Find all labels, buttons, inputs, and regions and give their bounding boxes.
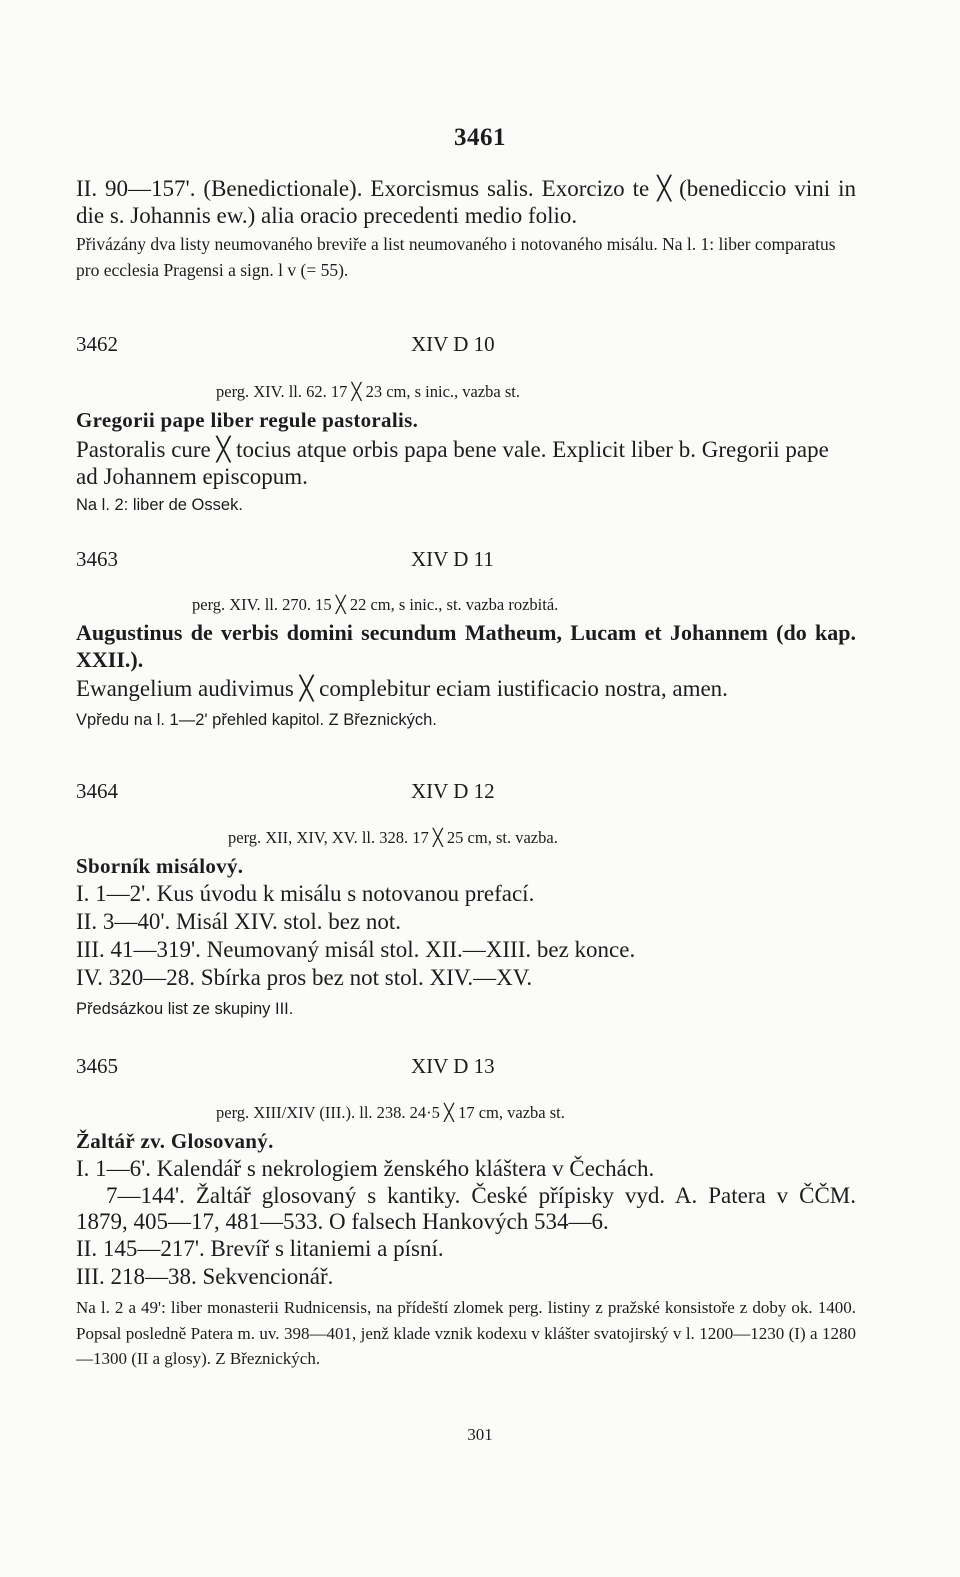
entry-3464 — [76, 826, 856, 1022]
entry-3465 — [76, 1101, 856, 1372]
page-number: 301 — [467, 1425, 493, 1444]
entry-3464-heading — [76, 779, 856, 809]
entry-number: 3463 — [76, 547, 118, 571]
entry-3463-heading — [76, 547, 856, 577]
physical-description: perg. XIV. ll. 62. 17 ╳ 23 cm, s inic., vazba st. — [216, 382, 520, 401]
shelf-signature: XIV D 11 — [411, 547, 494, 571]
incipit-explicit: Ewangelium audivimus ╳ complebitur eciam iustificacio nostra, amen. — [76, 676, 728, 701]
physical-description: perg. XIII/XIV (III.). ll. 238. 24·5 ╳ 17 cm, vazba st. — [216, 1103, 565, 1122]
provenance-note: Vpředu na l. 1—2' přehled kapitol. Z Březnických. — [76, 710, 437, 729]
entry-3463 — [76, 593, 856, 733]
provenance-note: Předsázkou list ze skupiny III. — [76, 1000, 294, 1018]
contents-line: IV. 320—28. Sbírka pros bez not stol. XIV.—XV. — [76, 965, 533, 990]
entry-3465-heading — [76, 1054, 856, 1084]
work-title: Sborník misálový. — [76, 854, 244, 878]
work-title: Žaltář zv. Glosovaný. — [76, 1129, 274, 1153]
entry-number: 3464 — [76, 779, 118, 803]
entry-number: 3465 — [76, 1054, 118, 1078]
shelf-signature: XIV D 10 — [411, 332, 495, 356]
shelf-signature: XIV D 13 — [411, 1054, 495, 1078]
provenance-note: Na l. 2: liber de Ossek. — [76, 496, 243, 514]
contents-line: II. 3—40'. Misál XIV. stol. bez not. — [76, 909, 402, 934]
contents-line: I. 1—2'. Kus úvodu k misálu s notovanou prefací. — [76, 881, 535, 906]
entry-3461-text: II. 90—157'. (Benedictionale). Exorcismus salis. Exorcizo te ╳ (benediccio vini in die s. Johannis ew.) alia oracio precedenti medio folio. — [76, 176, 856, 228]
provenance-note: Na l. 2 a 49': liber monasterii Rudnicensis, na přídeští zlomek perg. listiny z pražské konsistoře z doby ok. 1400. Popsal posledně Patera m. uv. 398—401, jenž klade vznik kodexu v klášter svatojirský v l. 1200—1230 (I) a 1280—1300 (II a glosy). Z Březnických. — [76, 1298, 856, 1368]
contents-line: I. 1—6'. Kalendář s nekrologiem ženského kláštera v Čechách. — [76, 1156, 655, 1181]
work-title: Gregorii pape liber regule pastoralis. — [76, 408, 419, 432]
incipit-explicit: Pastoralis cure ╳ tocius atque orbis papa bene vale. Explicit liber b. Gregorii pape ad Johannem episcopum. — [76, 437, 829, 489]
shelf-signature: XIV D 12 — [411, 779, 495, 803]
physical-description: perg. XIV. ll. 270. 15 ╳ 22 cm, s inic., st. vazba rozbitá. — [192, 595, 559, 614]
entry-3462 — [76, 380, 856, 518]
entry-number: 3462 — [76, 332, 118, 356]
contents-line: 7—144'. Žaltář glosovaný s kantiky. České přípisky vyd. A. Patera v ČČM. 1879, 405—17, 481—533. O falsech Hankových 534—6. — [76, 1183, 856, 1234]
entry-3461-note: Přivázány dva listy neumovaného breviře a list neumovaného i notovaného misálu. Na l. 1: liber comparatus pro ecclesia Pragensi a sign. l v (= 55). — [76, 234, 836, 280]
contents-line: II. 145—217'. Brevíř s litaniemi a písní. — [76, 1236, 444, 1261]
entry-3462-heading — [76, 332, 856, 362]
entry-3461 — [76, 176, 856, 283]
contents-line: III. 218—38. Sekvencionář. — [76, 1264, 334, 1289]
work-title: Augustinus de verbis domini secundum Matheum, Lucam et Johannem (do kap. XXII.). — [76, 620, 856, 672]
page-header-number: 3461 — [454, 124, 506, 151]
physical-description: perg. XII, XIV, XV. ll. 328. 17 ╳ 25 cm, st. vazba. — [228, 828, 558, 847]
contents-line: III. 41—319'. Neumovaný misál stol. XII.—XIII. bez konce. — [76, 937, 636, 962]
